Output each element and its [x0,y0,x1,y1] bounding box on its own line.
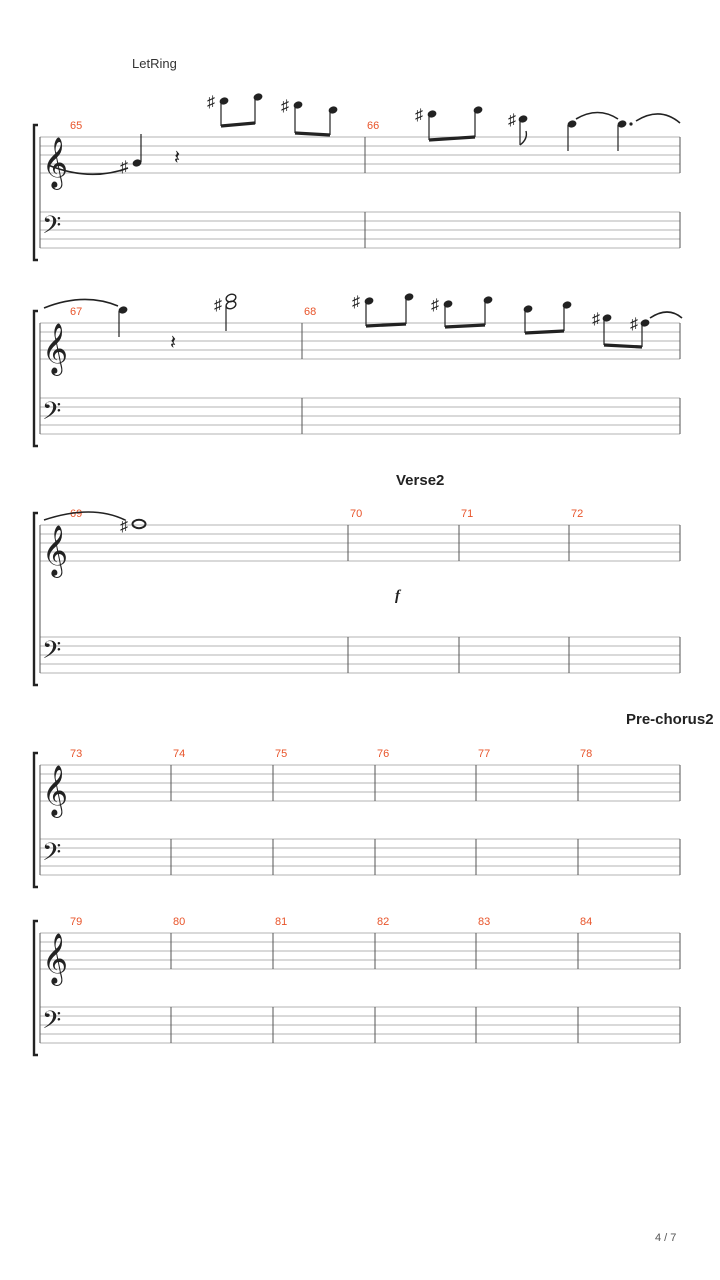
bass-clef-icon: 𝄢 [42,397,62,432]
sharp-accidental: ♯ [120,159,128,176]
dynamic-marking-forte: f [395,588,400,604]
sharp-accidental: ♯ [352,294,360,311]
sharp-accidental: ♯ [630,316,638,333]
sharp-accidental: ♯ [431,297,439,314]
beam [221,123,255,126]
measure-number: 74 [173,748,186,760]
staff-system [34,748,680,887]
measure-number: 78 [580,748,593,760]
measure-number: 84 [580,916,593,928]
eighth-note-head [640,318,651,328]
eighth-note-head [427,109,438,119]
measure-number: 83 [478,916,491,928]
bass-staff [40,637,680,673]
quarter-rest: 𝄽 [170,330,177,354]
staff-system [34,306,680,446]
treble-staff [40,933,680,969]
measure-number: 65 [70,120,83,132]
treble-staff [40,323,680,359]
system-bracket [34,753,38,887]
bass-staff [40,212,680,248]
bass-clef-icon: 𝄢 [42,838,62,873]
sharp-accidental: ♯ [281,98,289,115]
measure-number: 80 [173,916,186,928]
bass-staff [40,398,680,434]
sharp-accidental: ♯ [415,107,423,124]
staff-system [34,120,680,260]
measure-number: 70 [350,508,363,520]
measure-number: 72 [571,508,584,520]
section-label-pre-chorus2: Pre-chorus2 [626,711,714,728]
tie [576,113,618,120]
measure-number: 68 [304,306,317,318]
augmentation-dot [629,122,632,125]
staff-systems [34,120,680,1055]
tie [44,512,125,520]
beam [366,324,406,326]
measure-number: 82 [377,916,390,928]
sharp-accidental: ♯ [592,311,600,328]
treble-clef-icon: 𝄞 [42,525,69,576]
measure-number: 66 [367,120,380,132]
bass-staff [40,839,680,875]
treble-staff [40,765,680,801]
eighth-note-head [518,114,529,124]
quarter-rest: 𝄽 [174,145,181,169]
eighth-note-head [443,299,454,309]
eighth-note-head [253,92,264,102]
eighth-note-head [473,105,484,115]
system-bracket [34,513,38,685]
eighth-note-head [328,105,339,115]
measure-number: 79 [70,916,83,928]
treble-clef-icon: 𝄞 [42,765,69,816]
measure-number: 81 [275,916,288,928]
eighth-note-head [404,292,415,302]
eighth-note-head [523,304,534,314]
sharp-accidental: ♯ [508,112,516,129]
bass-clef-icon: 𝄢 [42,211,62,246]
treble-staff [40,525,680,561]
beam [604,345,642,347]
beam [525,331,564,333]
treble-clef-icon: 𝄞 [42,933,69,984]
system-bracket [34,125,38,260]
beam [429,137,475,140]
bass-staff [40,1007,680,1043]
bass-clef-icon: 𝄢 [42,636,62,671]
eighth-note-head [219,96,230,106]
treble-clef-icon: 𝄞 [42,137,69,188]
measure-number: 67 [70,306,83,318]
system-bracket [34,311,38,446]
staff-system [34,508,680,685]
measure-number: 73 [70,748,83,760]
treble-staff [40,137,680,173]
eighth-note-head [562,300,573,310]
tie [636,114,680,123]
tie [650,312,682,318]
note-flag [520,131,526,145]
eighth-note-head [293,100,304,110]
system-bracket [34,921,38,1055]
measure-number: 77 [478,748,491,760]
section-label-verse2: Verse2 [396,472,445,489]
sharp-accidental: ♯ [214,297,222,314]
measure-number: 75 [275,748,288,760]
bass-clef-icon: 𝄢 [42,1006,62,1041]
sharp-accidental: ♯ [207,94,215,111]
page-number: 4 / 7 [655,1232,677,1244]
eighth-note-head [483,295,494,305]
system-1-notes [48,92,680,176]
beam [295,133,330,135]
eighth-note-head [364,296,375,306]
beam [445,325,485,327]
measure-number: 71 [461,508,474,520]
measure-number: 69 [70,508,83,520]
staff-system [34,916,680,1055]
eighth-note-head [602,313,613,323]
sharp-accidental: ♯ [120,518,128,535]
whole-note-head [133,520,146,528]
let-ring-annotation: LetRing [132,56,177,71]
treble-clef-icon: 𝄞 [42,323,69,374]
measure-number: 76 [377,748,390,760]
